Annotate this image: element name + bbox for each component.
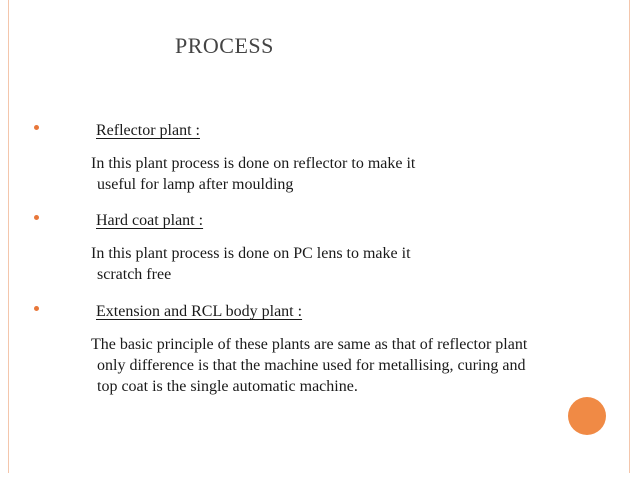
body-line: In this plant process is done on PC lens to make it (91, 245, 411, 262)
section-heading: Hard coat plant : (96, 212, 204, 229)
bullet-icon (34, 306, 39, 311)
bullet-icon (34, 215, 39, 220)
section-body (91, 334, 527, 397)
bullet-icon (34, 125, 39, 130)
body-line: top coat is the single automatic machine. (97, 378, 358, 395)
section-body (91, 243, 411, 285)
body-line: The basic principle of these plants are same as that of reflector plant (91, 336, 528, 353)
decorative-circle-icon (568, 397, 606, 435)
section-body (91, 153, 415, 195)
section-heading: Extension and RCL body plant : (96, 303, 303, 320)
slide-title: PROCESS (175, 33, 274, 58)
slide-frame (8, 0, 630, 473)
body-line: only difference is that the machine used for metallising, curing and (97, 357, 526, 374)
body-line: scratch free (97, 266, 172, 283)
body-line: useful for lamp after moulding (97, 176, 294, 193)
section-heading: Reflector plant : (96, 122, 200, 139)
body-line: In this plant process is done on reflector to make it (91, 155, 416, 172)
